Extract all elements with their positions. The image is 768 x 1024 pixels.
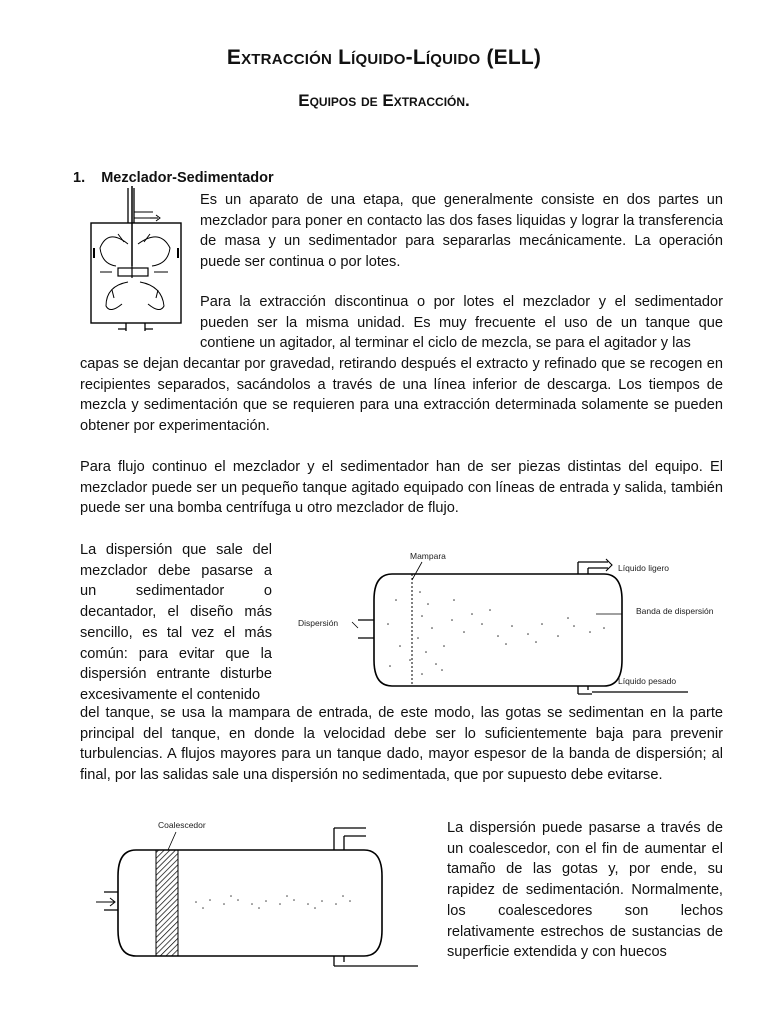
settler-figure bbox=[292, 540, 732, 700]
label-dispersion: Dispersión bbox=[298, 618, 339, 628]
label-liquido-pesado: Líquido pesado bbox=[618, 676, 677, 686]
document-title: Extracción Líquido-Líquido (ELL) bbox=[226, 46, 542, 69]
label-coalescedor: Coalescedor bbox=[158, 820, 206, 830]
paragraph-continuous: Para flujo continuo el mezclador y el sedimentador han de ser piezas distintas del equipo. El mezclador puede ser un pequeño tanque agitado equipado con líneas de entrada y salida, también puede ser una bomba centrífuga u otro mezclador de flujo. bbox=[80, 459, 723, 517]
section-number: 1. bbox=[73, 170, 86, 186]
coalescer-figure bbox=[96, 816, 426, 976]
section-title: Mezclador-Sedimentador bbox=[101, 170, 274, 186]
document-subtitle: Equipos de Extracción. bbox=[298, 91, 470, 110]
label-banda-dispersion: Banda de dispersión bbox=[636, 606, 714, 616]
paragraph-coalescer: La dispersión puede pasarse a través de un coalescedor, con el fin de aumentar el tamaño de las gotas y, por ende, su rapidez de sedimentación. Normalmente, los coalescedores son lechos relativamente estrechos de sustancias de superficie extendida y con huecos bbox=[447, 820, 723, 961]
section-heading bbox=[73, 170, 274, 186]
paragraph-batch-bottom: capas se dejan decantar por gravedad, retirando después el extracto y refinado que se recogen en recipientes separados, sacándolos a través de una línea inferior de descarga. Los tiempos de mezcla y sedimentación que se requieren para una extracción determinada solamente se pueden obtener por experimentación. bbox=[80, 356, 723, 435]
label-mampara: Mampara bbox=[410, 551, 446, 561]
paragraph-dispersion-left: La dispersión que sale del mezclador debe pasarse a un sedimentador o decantador, el diseño más sencillo, es tal vez el más común: para evitar que la dispersión entrante disturbe excesivamente el contenido bbox=[80, 542, 272, 703]
mixer-tank-figure bbox=[88, 186, 188, 336]
paragraph-dispersion-bottom: del tanque, se usa la mampara de entrada, de este modo, las gotas se sedimentan en la parte principal del tanque, en donde la velocidad debe ser lo suficientemente baja para prevenir turbulencias. A flujos mayores para un tanque dado, mayor espesor de la banda de dispersión; al final, por las salidas sale una dispersión no sedimentada, que por supuesto debe evitarse. bbox=[80, 705, 723, 784]
paragraph-intro: Es un aparato de una etapa, que generalmente consiste en dos partes un mezclador para poner en contacto las dos fases liquidas y lograr la transferencia de masa y un sedimentador para separarlas mecánicamente. La operación puede ser continua o por lotes. bbox=[200, 192, 723, 271]
paragraph-batch-top: Para la extracción discontinua o por lotes el mezclador y el sedimentador pueden ser la misma unidad. Es muy frecuente el uso de un tanque que contiene un agitador, al terminar el ciclo de mezcla, se para el agitador y las bbox=[200, 294, 723, 352]
label-liquido-ligero: Líquido ligero bbox=[618, 563, 670, 573]
